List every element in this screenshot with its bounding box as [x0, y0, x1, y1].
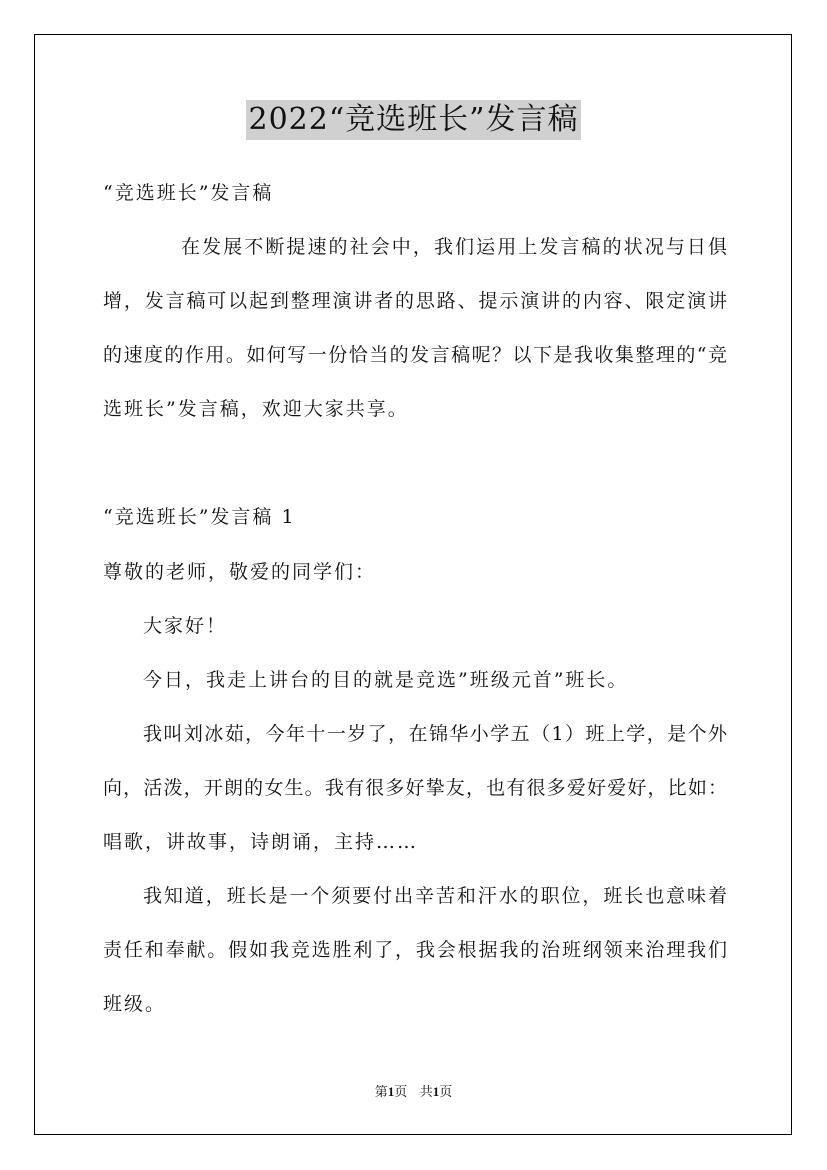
paragraph-2-line-2: 向，活泼，开朗的女生。我有很多好挚友，也有很多爱好爱好，比如：	[103, 777, 727, 799]
intro-line-1: 在发展不断提速的社会中，我们运用上发言稿的状况与日俱	[181, 236, 727, 258]
document-title: 2022“竞选班长”发言稿	[246, 100, 580, 140]
greeting: 大家好！	[143, 615, 228, 637]
paragraph-2-line-3: 唱歌，讲故事，诗朗诵，主持……	[103, 831, 419, 853]
document-subtitle: “竞选班长”发言稿	[103, 182, 274, 204]
total-label-suffix: 页	[439, 1085, 453, 1100]
intro-line-2: 增，发言稿可以起到整理演讲者的思路、提示演讲的内容、限定演讲	[103, 290, 727, 312]
salutation: 尊敬的老师，敬爱的同学们：	[103, 561, 377, 583]
document-title-wrapper	[0, 100, 827, 140]
paragraph-3-line-1: 我知道，班长是一个须要付出辛苦和汗水的职位，班长也意味着	[143, 885, 727, 907]
paragraph-3-line-3: 班级。	[103, 993, 167, 1015]
page-label-suffix: 页	[394, 1085, 408, 1100]
paragraph-1: 今日，我走上讲台的目的就是竞选”班级元首”班长。	[143, 669, 629, 691]
page-label-prefix: 第	[374, 1085, 388, 1100]
total-label-prefix: 共	[419, 1085, 433, 1100]
page-number: 1	[387, 1084, 395, 1099]
section-heading: “竞选班长”发言稿 1	[103, 506, 296, 528]
paragraph-2-line-1: 我叫刘冰茹，今年十一岁了，在锦华小学五（1）班上学，是个外	[143, 723, 727, 745]
intro-line-4: 选班长”发言稿，欢迎大家共享。	[103, 398, 409, 420]
paragraph-3-line-2: 责任和奉献。假如我竞选胜利了，我会根据我的治班纲领来治理我们	[103, 939, 727, 961]
page-footer	[0, 1083, 827, 1102]
total-pages: 1	[432, 1084, 440, 1099]
intro-line-3: 的速度的作用。如何写一份恰当的发言稿呢？以下是我收集整理的“竞	[103, 344, 727, 366]
